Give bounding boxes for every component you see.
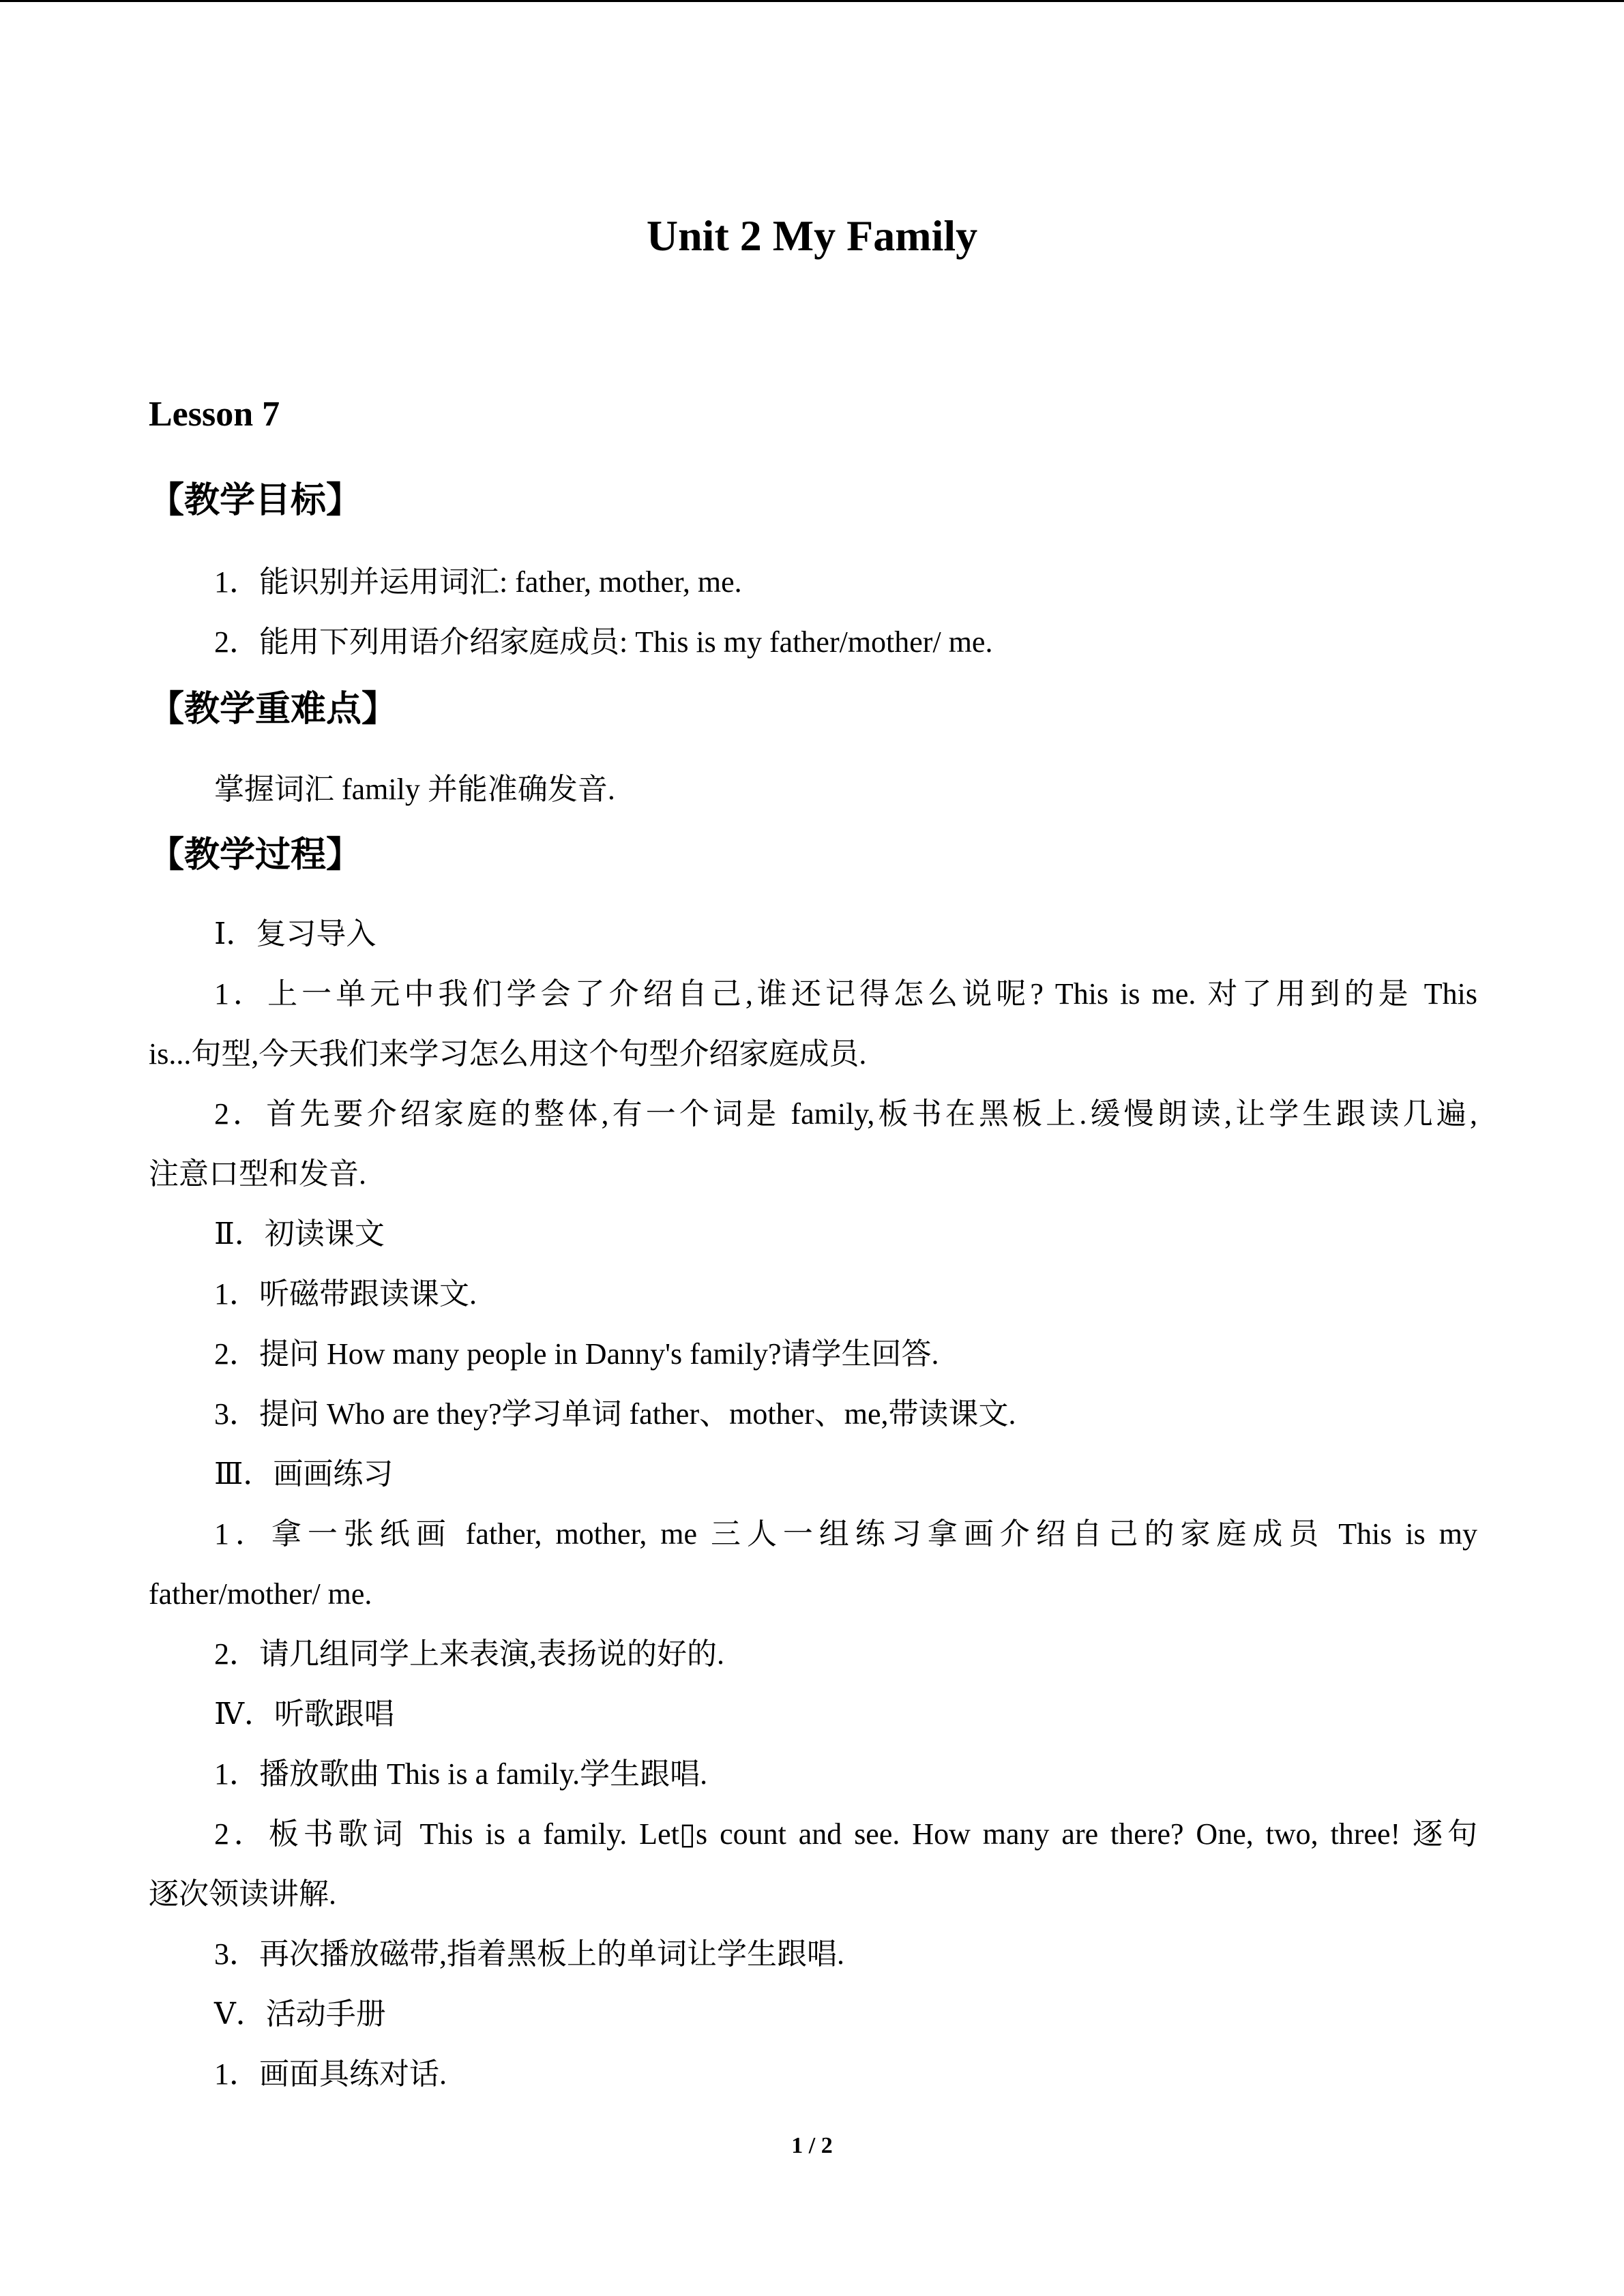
process-line: 1．画面具练对话. <box>214 2057 447 2091</box>
process-step-v-heading: Ⅴ．活动手册 <box>214 1997 386 2031</box>
process-line: 2．请几组同学上来表演,表扬说的好的. <box>214 1637 724 1671</box>
process-step-ii-heading: Ⅱ．初读课文 <box>214 1217 385 1251</box>
process-step-iv-heading: Ⅳ．听歌跟唱 <box>214 1697 394 1731</box>
process-line: 1．听磁带跟读课文. <box>214 1277 477 1311</box>
document-title: Unit 2 My Family <box>646 211 978 260</box>
process-line: 1．上一单元中我们学会了介绍自己,谁还记得怎么说呢? This is me. 对了用到的是 This <box>214 977 1477 1011</box>
process-line: 注意口型和发音. <box>149 1157 366 1191</box>
process-line: 1．播放歌曲 This is a family.学生跟唱. <box>214 1757 708 1791</box>
key-points-text: 掌握词汇 family 并能准确发音. <box>214 773 615 806</box>
process-step-i-heading: Ⅰ．复习导入 <box>214 917 377 951</box>
objective-item-2: 2．能用下列用语介绍家庭成员: This is my father/mother/ me. <box>214 625 993 659</box>
process-heading: 【教学过程】 <box>149 835 362 876</box>
process-line: 3．提问 Who are they?学习单词 father、mother、me,带读课文. <box>214 1397 1016 1431</box>
process-line: father/mother/ me. <box>149 1577 372 1611</box>
process-line: 3．再次播放磁带,指着黑板上的单词让学生跟唱. <box>214 1937 844 1971</box>
lesson-heading: Lesson 7 <box>149 395 280 434</box>
objectives-heading: 【教学目标】 <box>149 480 362 521</box>
page-number: 1 / 2 <box>791 2133 833 2158</box>
process-line: 1．拿一张纸画 father, mother, me 三人一组练习拿画介绍自己的家庭成员 This is my <box>214 1517 1477 1551</box>
process-line: 2．板书歌词 This is a family. Let▯s count and see. How many are there? One, two, three! 逐句 <box>214 1817 1477 1851</box>
process-line: 2．提问 How many people in Danny's family?请学生回答. <box>214 1337 939 1371</box>
process-step-iii-heading: Ⅲ．画画练习 <box>214 1457 394 1491</box>
top-border-line <box>0 0 1624 2</box>
key-points-heading: 【教学重难点】 <box>149 689 398 730</box>
process-line: is...句型,今天我们来学习怎么用这个句型介绍家庭成员. <box>149 1037 867 1071</box>
objective-item-1: 1．能识别并运用词汇: father, mother, me. <box>214 565 742 599</box>
process-line: 逐次领读讲解. <box>149 1877 336 1911</box>
process-line: 2．首先要介绍家庭的整体,有一个词是 family,板书在黑板上.缓慢朗读,让学生跟读几遍, <box>214 1097 1477 1131</box>
